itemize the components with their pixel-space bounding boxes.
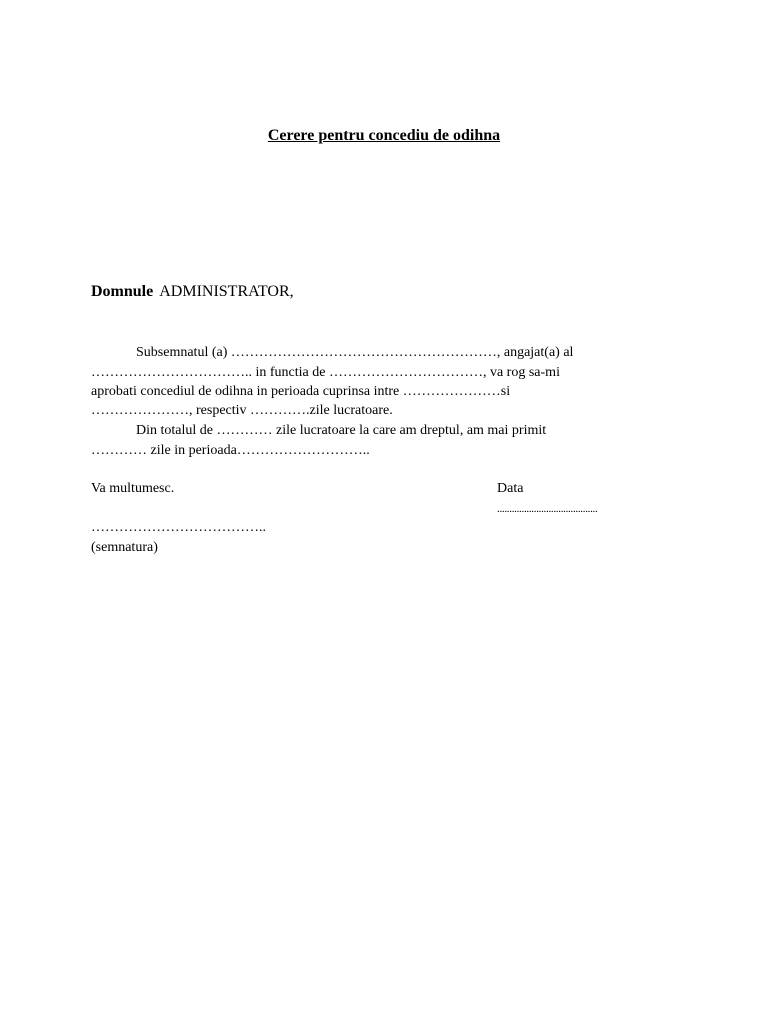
body-line-5: Din totalul de ………… zile lucratoare la care am dreptul, am mai primit <box>136 423 547 438</box>
closing-thanks: Va multumesc. <box>91 481 175 496</box>
salutation-greeting: Domnule <box>91 283 154 300</box>
salutation <box>91 282 294 302</box>
date-line: ......................................... <box>497 503 598 515</box>
body-line-6: ………… zile in perioada……………………….. <box>91 443 370 458</box>
signature-label: (semnatura) <box>91 540 158 555</box>
salutation-addressee: ADMINISTRATOR, <box>159 283 294 300</box>
body-line-4: …………………, respectiv ………….zile lucratoare. <box>91 403 393 418</box>
document-title: Cerere pentru concediu de odihna <box>267 127 501 144</box>
body-line-3: aprobati concediul de odihna in perioada cuprinsa intre …………………si <box>91 384 511 399</box>
body-line-1: Subsemnatul (a) …………………………………………………, angajat(a) al <box>136 345 574 360</box>
date-label: Data <box>497 481 524 496</box>
body-line-2: …………………………….. in functia de ……………………………, va rog sa-mi <box>91 365 560 380</box>
signature-line: ……………………………….. <box>91 520 266 535</box>
